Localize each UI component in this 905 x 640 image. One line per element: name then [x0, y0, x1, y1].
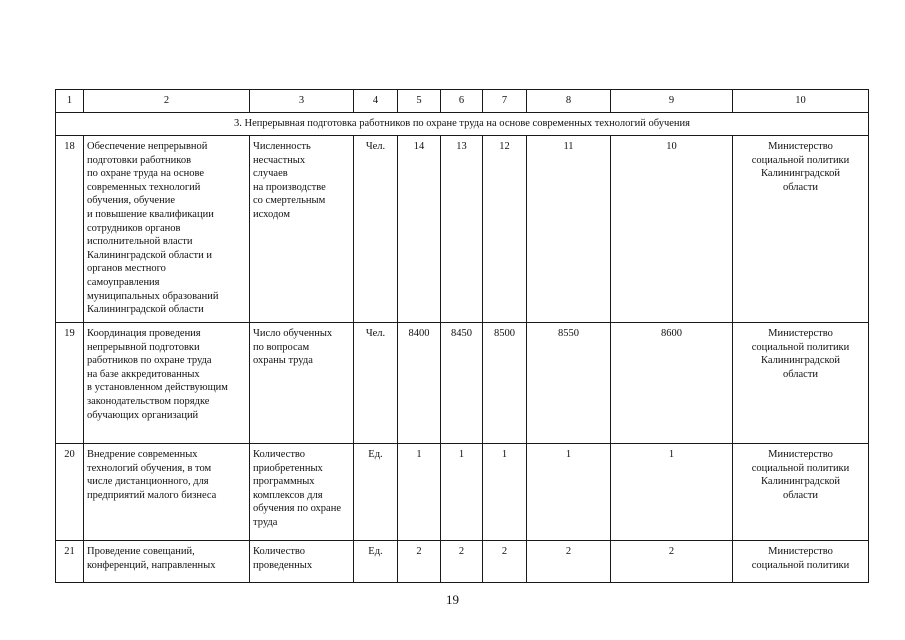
row-number: 18	[56, 136, 84, 323]
program-table	[55, 89, 869, 583]
indicator-cell: Количество проведенных	[250, 541, 354, 583]
executor-cell: Министерство социальной политики Калининградской области	[733, 136, 869, 323]
value-cell: 2	[441, 541, 483, 583]
column-header: 10	[733, 90, 869, 113]
column-header: 2	[84, 90, 250, 113]
indicator-cell: Количество приобретенных программных комплексов для обучения по охране труда	[250, 444, 354, 541]
value-cell: 13	[441, 136, 483, 323]
value-cell: 1	[398, 444, 441, 541]
section-row	[56, 113, 869, 136]
value-cell: 14	[398, 136, 441, 323]
column-header: 6	[441, 90, 483, 113]
indicator-cell: Число обученных по вопросам охраны труда	[250, 323, 354, 444]
value-cell: 2	[611, 541, 733, 583]
column-header: 4	[354, 90, 398, 113]
value-cell: 8450	[441, 323, 483, 444]
value-cell: 1	[527, 444, 611, 541]
row-number: 21	[56, 541, 84, 583]
column-header: 9	[611, 90, 733, 113]
value-cell: 1	[441, 444, 483, 541]
activity-cell: Проведение совещаний, конференций, направленных	[84, 541, 250, 583]
table-body	[56, 136, 869, 583]
value-cell: 10	[611, 136, 733, 323]
executor-cell: Министерство социальной политики Калининградской области	[733, 444, 869, 541]
column-header: 8	[527, 90, 611, 113]
activity-cell: Координация проведения непрерывной подготовки работников по охране труда на базе аккредитованных в установленном действующим законодательством порядке обучающих организаций	[84, 323, 250, 444]
unit-cell: Чел.	[354, 136, 398, 323]
unit-cell: Чел.	[354, 323, 398, 444]
indicator-cell: Численность несчастных случаев на производстве со смертельным исходом	[250, 136, 354, 323]
value-cell: 12	[483, 136, 527, 323]
unit-cell: Ед.	[354, 541, 398, 583]
activity-cell: Обеспечение непрерывной подготовки работников по охране труда на основе современных технологий обучения, обучение и повышение квалификации сотрудников органов исполнительной власти Калининградской области и органов местного самоуправления муниципальных образований Калининградской области	[84, 136, 250, 323]
value-cell: 2	[527, 541, 611, 583]
value-cell: 8400	[398, 323, 441, 444]
column-header: 7	[483, 90, 527, 113]
column-header: 5	[398, 90, 441, 113]
section-title: 3. Непрерывная подготовка работников по охране труда на основе современных технологий обучения	[56, 113, 869, 136]
column-header: 3	[250, 90, 354, 113]
value-cell: 11	[527, 136, 611, 323]
value-cell: 8600	[611, 323, 733, 444]
value-cell: 1	[483, 444, 527, 541]
executor-cell: Министерство социальной политики Калининградской области	[733, 323, 869, 444]
table-row	[56, 444, 869, 541]
value-cell: 2	[483, 541, 527, 583]
table-row	[56, 136, 869, 323]
value-cell: 2	[398, 541, 441, 583]
value-cell: 8500	[483, 323, 527, 444]
executor-cell: Министерство социальной политики	[733, 541, 869, 583]
value-cell: 1	[611, 444, 733, 541]
page-number: 19	[446, 592, 459, 607]
table-row	[56, 323, 869, 444]
activity-cell: Внедрение современных технологий обучения, в том числе дистанционного, для предприятий малого бизнеса	[84, 444, 250, 541]
column-number-row	[56, 90, 869, 113]
table-row	[56, 541, 869, 583]
row-number: 20	[56, 444, 84, 541]
unit-cell: Ед.	[354, 444, 398, 541]
row-number: 19	[56, 323, 84, 444]
value-cell: 8550	[527, 323, 611, 444]
column-header: 1	[56, 90, 84, 113]
